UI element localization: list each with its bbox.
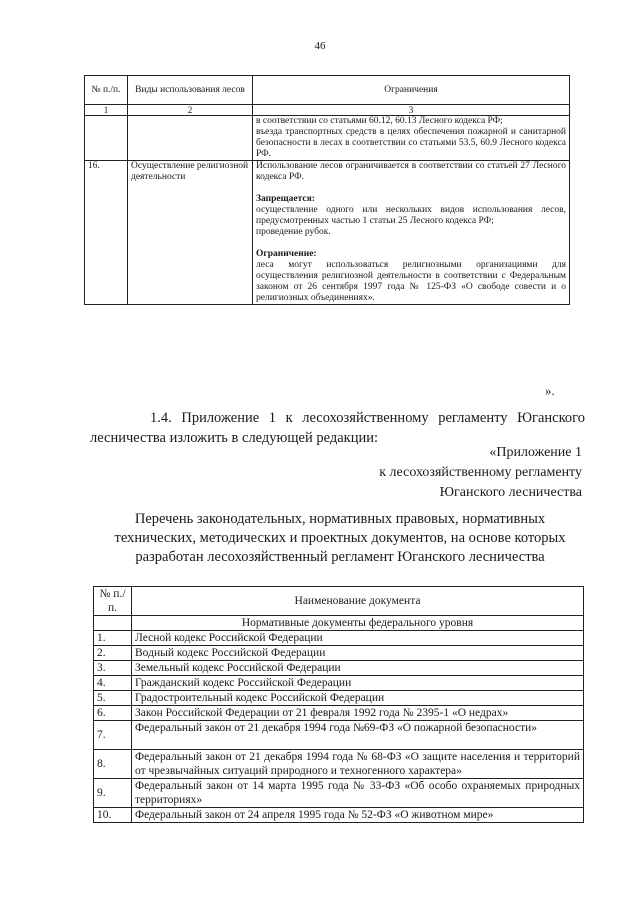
- row-restrictions: [253, 161, 570, 305]
- restriction-line: въезда транспортных средств в целях обеспечения пожарной и санитарной безопасности в лесах в соответствии со статьями 53.5, 60.9 Лесного кодекса РФ.: [256, 127, 566, 159]
- prohibited-item: проведение рубок.: [256, 227, 331, 237]
- row-document: Градостроительный кодекс Российской Федерации: [132, 691, 584, 706]
- index-cell: 1: [85, 105, 128, 116]
- appendix-line: к лесохозяйственному регламенту: [379, 465, 582, 480]
- row-document: Федеральный закон от 14 марта 1995 года № 33-ФЗ «Об особо охраняемых природных территориях»: [132, 779, 584, 808]
- row-document: Водный кодекс Российской Федерации: [132, 646, 584, 661]
- header-usage-type: Виды использования лесов: [128, 76, 253, 105]
- appendix-header: [282, 443, 582, 503]
- header-number: № п./п.: [94, 587, 132, 616]
- table-row: [94, 691, 584, 706]
- row-document: Закон Российской Федерации от 21 февраля 1992 года № 2395-1 «О недрах»: [132, 706, 584, 721]
- row-number: 4.: [94, 676, 132, 691]
- list-title-line: Перечень законодательных, нормативных правовых, нормативных: [134, 511, 546, 527]
- row-number: 8.: [94, 750, 132, 779]
- row-document: Гражданский кодекс Российской Федерации: [132, 676, 584, 691]
- table-row: [94, 808, 584, 823]
- closing-quote: ».: [545, 383, 555, 398]
- restriction-text: леса могут использоваться религиозными организациями для осуществления религиозной деятельности в соответствии с Федеральным законом от 26 сентября 1997 года № 125-ФЗ «О свободе совести и о религиозных объединениях».: [256, 260, 566, 303]
- table-row: [94, 779, 584, 808]
- header-document-name: Наименование документа: [132, 587, 584, 616]
- table-row: [94, 646, 584, 661]
- table-row: [94, 721, 584, 750]
- list-title: [80, 510, 600, 567]
- table-row: [94, 676, 584, 691]
- amendment-paragraph: 1.4. Приложение 1 к лесохозяйственному регламенту Юганского лесничества изложить в следующей редакции:: [90, 410, 585, 446]
- restrictions-table: [84, 75, 570, 305]
- restriction-heading: Ограничение:: [256, 249, 317, 259]
- row-number: 2.: [94, 646, 132, 661]
- restriction-line: в соответствии со статьями 60.12, 60.13 Лесного кодекса РФ;: [256, 116, 503, 126]
- header-restrictions: Ограничения: [253, 76, 570, 105]
- row-number: 7.: [94, 721, 132, 750]
- table-header-row: [85, 76, 570, 105]
- table-row: [94, 631, 584, 646]
- row-number: 1.: [94, 631, 132, 646]
- section-row: [94, 616, 584, 631]
- table-row: [85, 161, 570, 305]
- row-document: Федеральный закон от 24 апреля 1995 года № 52-ФЗ «О животном мире»: [132, 808, 584, 823]
- row-number: 10.: [94, 808, 132, 823]
- list-title-line: технических, методических и проектных документов, на основе которых: [114, 530, 566, 546]
- appendix-line: «Приложение 1: [489, 445, 582, 460]
- row-document: Земельный кодекс Российской Федерации: [132, 661, 584, 676]
- row-usage-type: [128, 116, 253, 161]
- prohibited-item: осуществление одного или нескольких видов использования лесов, предусмотренных частью 1 статьи 25 Лесного кодекса РФ;: [256, 205, 566, 226]
- table-index-row: [85, 105, 570, 116]
- prohibited-heading: Запрещается:: [256, 194, 315, 204]
- row-restrictions: [253, 116, 570, 161]
- row-document: Федеральный закон от 21 декабря 1994 года №69-ФЗ «О пожарной безопасности»: [132, 721, 584, 750]
- header-number: № п./п.: [85, 76, 128, 105]
- row-document: Лесной кодекс Российской Федерации: [132, 631, 584, 646]
- documents-table: [93, 586, 584, 823]
- page-number: 46: [314, 40, 326, 52]
- table-row: [85, 116, 570, 161]
- row-number: [85, 116, 128, 161]
- row-number: 9.: [94, 779, 132, 808]
- list-title-line: разработан лесохозяйственный регламент Юганского лесничества: [135, 549, 545, 565]
- table-header-row: [94, 587, 584, 616]
- row-number: 6.: [94, 706, 132, 721]
- row-number: 3.: [94, 661, 132, 676]
- table-row: [94, 750, 584, 779]
- row-number: 16.: [85, 161, 128, 305]
- row-number: 5.: [94, 691, 132, 706]
- table-row: [94, 661, 584, 676]
- row-document: Федеральный закон от 21 декабря 1994 года № 68-ФЗ «О защите населения и территорий от чрезвычайных ситуаций природного и техногенного характера»: [132, 750, 584, 779]
- index-cell: 2: [128, 105, 253, 116]
- appendix-line: Юганского лесничества: [439, 485, 582, 500]
- intro-text: Использование лесов ограничивается в соответствии со статьей 27 Лесного кодекса РФ.: [256, 161, 566, 182]
- index-cell: 3: [253, 105, 570, 116]
- table-row: [94, 706, 584, 721]
- section-title: Нормативные документы федерального уровня: [132, 616, 584, 631]
- row-usage-type: Осуществление религиозной деятельности: [128, 161, 253, 305]
